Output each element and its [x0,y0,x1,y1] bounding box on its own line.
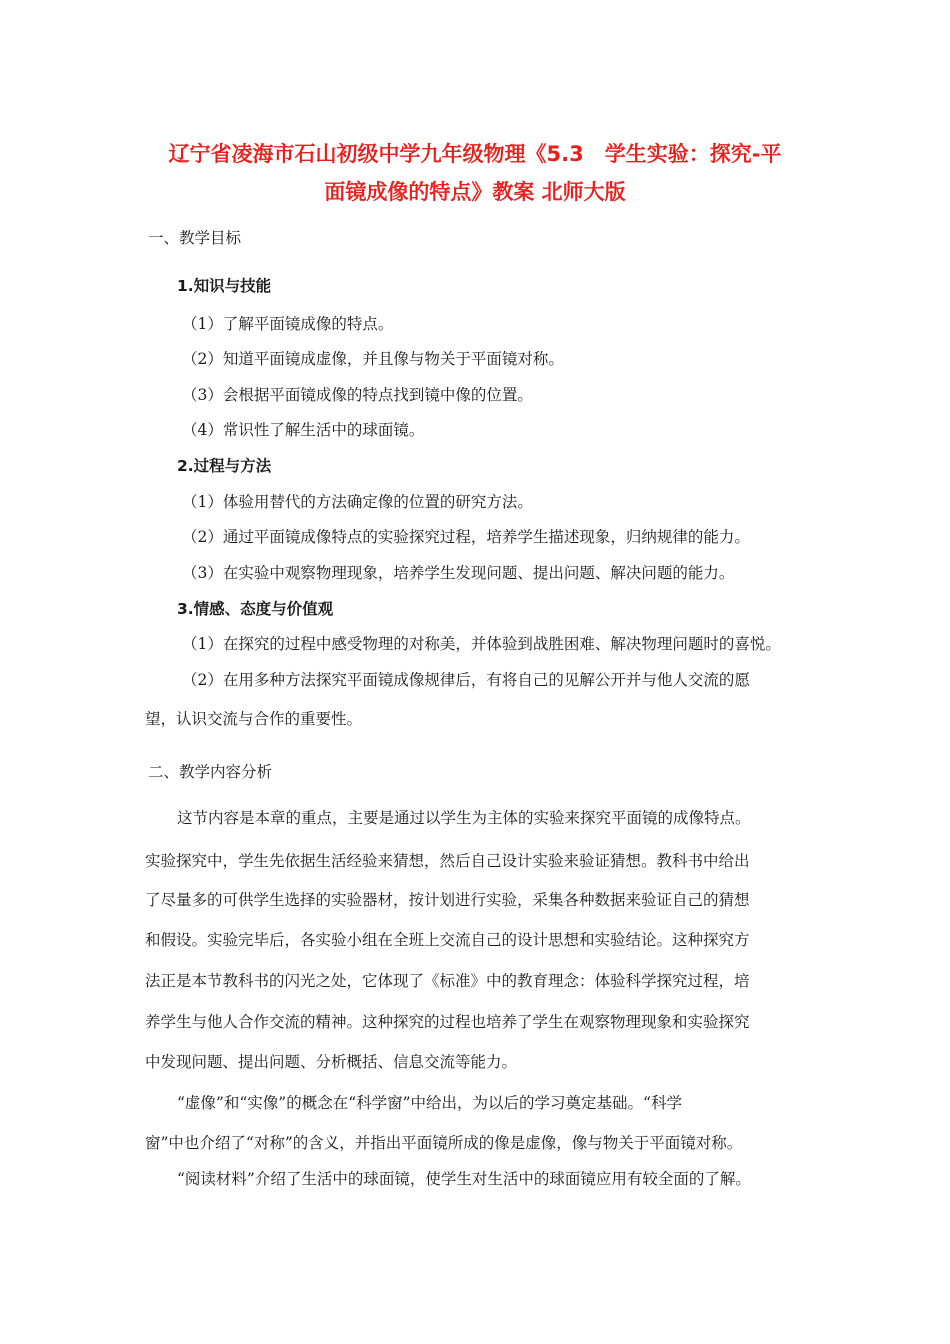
list-item: （3）在实验中观察物理现象，培养学生发现问题、提出问题、解决问题的能力。 [182,564,735,582]
paragraph-line: 窗”中也介绍了“对称”的含义，并指出平面镜所成的像是虚像，像与物关于平面镜对称。 [145,1134,743,1152]
paragraph-line: 了尽量多的可供学生选择的实验器材，按计划进行实验，采集各种数据来验证自己的猜想 [145,891,750,909]
list-item: （1）在探究的过程中感受物理的对称美，并体验到战胜困难、解决物理问题时的喜悦。 [182,635,781,653]
list-item-continuation: 望，认识交流与合作的重要性。 [145,710,363,728]
list-item: （2）知道平面镜成虚像，并且像与物关于平面镜对称。 [182,350,564,368]
list-item: （3）会根据平面镜成像的特点找到镜中像的位置。 [182,386,533,404]
list-item: （1）体验用替代的方法确定像的位置的研究方法。 [182,493,533,511]
paragraph-line: 养学生与他人合作交流的精神。这种探究的过程也培养了学生在观察物理现象和实验探究 [145,1013,750,1031]
paragraph-line: 中发现问题、提出问题、分析概括、信息交流等能力。 [145,1053,518,1071]
paragraph-line: 实验探究中，学生先依据生活经验来猜想，然后自己设计实验来验证猜想。教科书中给出 [145,852,750,870]
subsection-heading-knowledge: 1.知识与技能 [177,277,272,295]
section-heading-content-analysis: 二、教学内容分析 [148,763,273,781]
section-heading-objectives: 一、教学目标 [148,229,242,247]
paragraph-line: 这节内容是本章的重点，主要是通过以学生为主体的实验来探究平面镜的成像特点。 [177,809,751,827]
list-item: （2）在用多种方法探究平面镜成像规律后，有将自己的见解公开并与他人交流的愿 [182,671,750,689]
paragraph-line: “虚像”和“实像”的概念在“科学窗”中给出，为以后的学习奠定基础。“科学 [177,1094,682,1112]
list-item: （2）通过平面镜成像特点的实验探究过程，培养学生描述现象，归纳规律的能力。 [182,528,750,546]
paragraph-line: “阅读材料”介绍了生活中的球面镜，使学生对生活中的球面镜应用有较全面的了解。 [177,1170,751,1188]
list-item: （4）常识性了解生活中的球面镜。 [182,421,425,439]
subsection-heading-process: 2.过程与方法 [177,457,272,475]
document-title-line-1: 辽宁省凌海市石山初级中学九年级物理《5.3 学生实验：探究-平 [168,142,782,166]
list-item: （1）了解平面镜成像的特点。 [182,315,394,333]
document-title-line-2: 面镜成像的特点》教案 北师大版 [324,180,626,204]
paragraph-line: 和假设。实验完毕后，各实验小组在全班上交流自己的设计思想和实验结论。这种探究方 [145,931,750,949]
subsection-heading-attitude: 3.情感、态度与价值观 [177,600,334,618]
paragraph-line: 法正是本节教科书的闪光之处，它体现了《标准》中的教育理念：体验科学探究过程，培 [145,972,750,990]
